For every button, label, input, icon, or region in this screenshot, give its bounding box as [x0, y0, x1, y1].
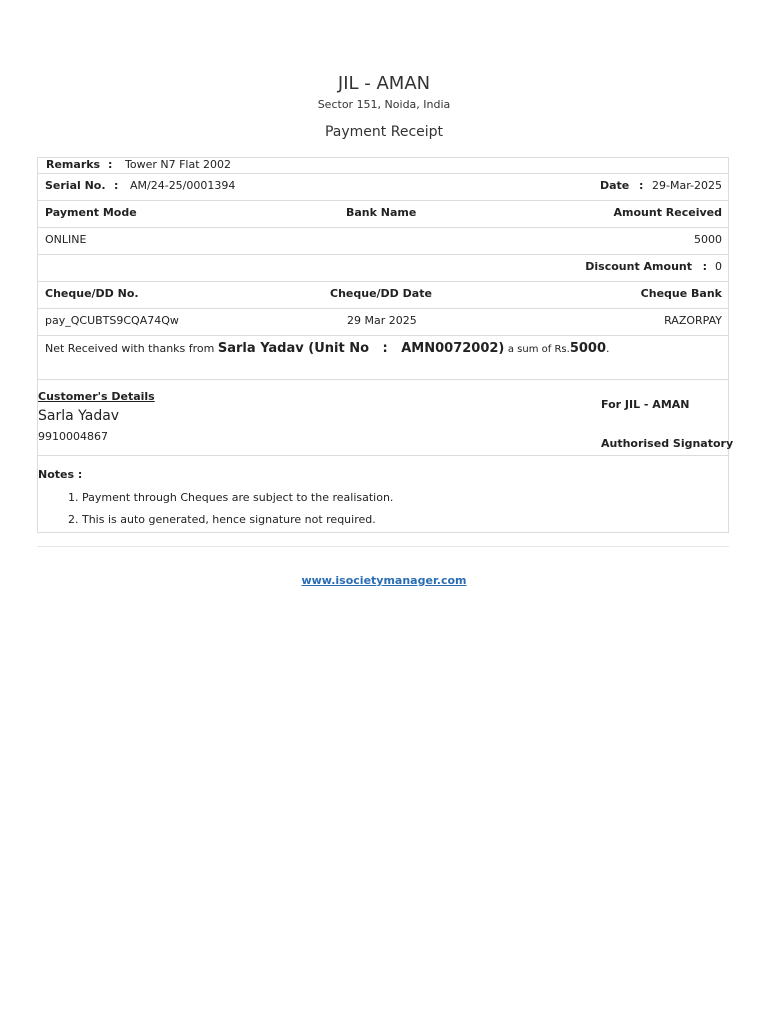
net-received-prefix: Net Received with thanks from	[45, 342, 215, 355]
organization-address: Sector 151, Noida, India	[317, 98, 451, 111]
signatory-for-label: For JIL - AMAN	[601, 398, 690, 411]
website-link[interactable]: www.isocietymanager.com	[301, 574, 467, 587]
customer-name: Sarla Yadav	[38, 408, 120, 424]
cheque-header-row	[38, 282, 728, 309]
payer-name: Sarla Yadav (Unit No	[217, 341, 370, 356]
bank-name-header: Bank Name	[346, 206, 417, 219]
serial-value: AM/24-25/0001394	[130, 179, 236, 192]
serial-separator: :	[114, 179, 119, 192]
payment-mode-header: Payment Mode	[45, 206, 137, 219]
remarks-label: Remarks	[46, 158, 101, 171]
remarks-separator: :	[108, 158, 113, 171]
customer-details-heading: Customer's Details	[38, 390, 155, 403]
cheque-date-value: 29 Mar 2025	[347, 314, 417, 327]
discount-value: 0	[715, 260, 722, 273]
net-suffix: .	[606, 342, 610, 355]
customer-details-row	[38, 380, 734, 456]
remarks-value: Tower N7 Flat 2002	[125, 158, 232, 171]
discount-row	[38, 255, 728, 282]
amount-received-value: 5000	[694, 233, 722, 246]
date-value: 29-Mar-2025	[652, 179, 722, 192]
payment-values-row	[38, 228, 728, 255]
sum-text: a sum of Rs.	[507, 344, 570, 355]
unit-separator: :	[382, 341, 388, 356]
cheque-bank-header: Cheque Bank	[640, 287, 722, 300]
footer-divider	[37, 546, 729, 547]
cheque-values-row	[38, 309, 728, 336]
customer-phone: 9910004867	[38, 430, 108, 443]
organization-name: JIL - AMAN	[337, 73, 431, 94]
net-received-line	[45, 341, 610, 356]
serial-label: Serial No.	[45, 179, 106, 192]
amount-received-header: Amount Received	[613, 206, 722, 219]
note-item: 2. This is auto generated, hence signature not required.	[68, 513, 376, 526]
authorised-signatory: Authorised Signatory	[601, 437, 734, 450]
net-amount: 5000	[569, 341, 606, 356]
remarks-row	[38, 158, 728, 174]
serial-date-row	[38, 174, 728, 201]
discount-separator: :	[702, 260, 707, 273]
cheque-bank-value: RAZORPAY	[664, 314, 722, 327]
cheque-no-header: Cheque/DD No.	[45, 287, 139, 300]
payment-mode-value: ONLINE	[45, 233, 87, 246]
date-separator: :	[639, 179, 644, 192]
date-label: Date	[600, 179, 630, 192]
notes-heading: Notes :	[38, 468, 83, 481]
net-received-row	[38, 336, 728, 380]
payment-header-row	[38, 201, 728, 228]
discount-label: Discount Amount	[585, 260, 692, 273]
document-title: Payment Receipt	[324, 124, 444, 140]
cheque-date-header: Cheque/DD Date	[330, 287, 432, 300]
cheque-no-value: pay_QCUBTS9CQA74Qw	[45, 314, 179, 327]
receipt-box	[37, 157, 734, 533]
note-item: 1. Payment through Cheques are subject to the realisation.	[68, 491, 394, 504]
unit-number: AMN0072002)	[401, 341, 505, 356]
